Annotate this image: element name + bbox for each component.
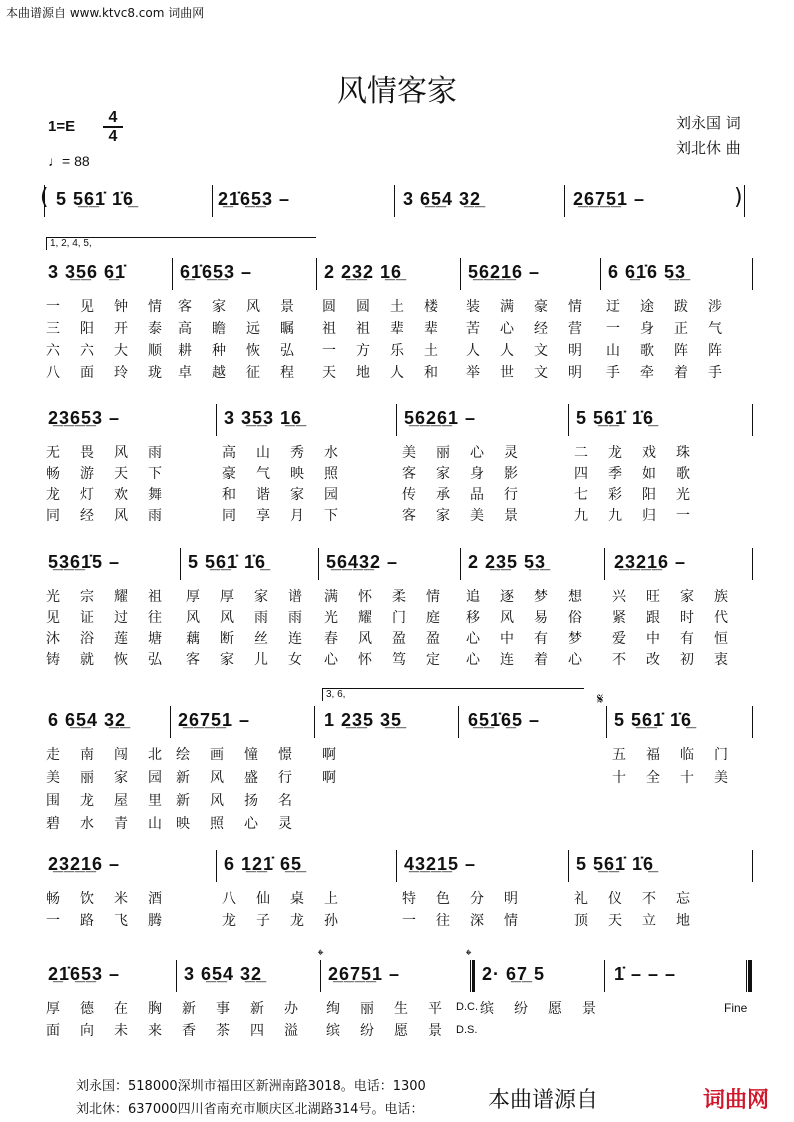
- lyric-line: 新风盛行: [176, 770, 312, 786]
- lyric-line: 客家美景: [402, 508, 538, 524]
- barline: [568, 850, 569, 882]
- lyric-line: 绘画憧憬: [176, 747, 312, 763]
- volta-1-label: 1, 2, 4, 5,: [46, 237, 316, 250]
- measure-notes: 5̲6̲2̲1̲6 –: [468, 262, 541, 282]
- lyric-line: 天地人和: [322, 365, 458, 381]
- lyric-line: 春风盈盈: [324, 631, 460, 647]
- barline: [752, 850, 753, 882]
- lyric-line: 啊: [322, 770, 336, 786]
- lyric-line: 铸就恢弘: [46, 652, 182, 668]
- lyric-line: 紧跟时代: [612, 610, 748, 626]
- dc-marking: D.C.: [456, 1001, 478, 1013]
- barline: [316, 258, 317, 290]
- measure-notes: 3 6̲5̲4 3̲2̲: [184, 964, 263, 984]
- measure-notes: 2̲1̇6̲5̲3 –: [218, 189, 291, 209]
- song-title: 风情客家: [337, 74, 457, 109]
- lyric-line: 祖祖辈辈: [322, 321, 458, 337]
- footer-lyricist-address: 刘永国：518000深圳市福田区新洲南路3018。电话：1300: [76, 1079, 426, 1094]
- lyric-line: 沐浴莲塘: [46, 631, 182, 647]
- measure-notes: 5 5̲6̲1̇ 1̇6̲: [576, 408, 655, 428]
- barline: [752, 706, 753, 738]
- notation-line: [44, 258, 754, 294]
- volta-2-label: 3, 6,: [322, 688, 584, 701]
- lyric-line: 移风易俗: [466, 610, 602, 626]
- lyric-line: 客家身影: [402, 466, 538, 482]
- barline: [752, 258, 753, 290]
- measure-notes: 1 2̲3̲5 3̲5̲: [324, 710, 403, 730]
- measure-notes: 2 2̲3̲5 5̲3̲: [468, 552, 547, 572]
- lyric-line: 装满豪情: [466, 299, 602, 315]
- measure-notes: 6 6̲1̇6 5̲3̲: [608, 262, 687, 282]
- lyric-line: 高山秀水: [222, 445, 358, 461]
- barline: [564, 185, 565, 217]
- lyric-line: 一路飞腾: [46, 913, 182, 929]
- coda-icon-2: 𝄌: [466, 946, 472, 964]
- lyric-line: 面向未来: [46, 1023, 182, 1039]
- lyric-line: 啊: [322, 747, 336, 763]
- meter-top: 4: [108, 109, 118, 126]
- barline: [460, 548, 461, 580]
- notation-line: [44, 404, 754, 440]
- lyric-line: 新事新办: [182, 1001, 318, 1017]
- lyric-line: 四季如歌: [574, 466, 710, 482]
- lyric-line: 追逐梦想: [466, 589, 602, 605]
- lyric-line: 心怀笃定: [324, 652, 460, 668]
- lyric-line: 新风扬名: [176, 793, 312, 809]
- tempo-marking: [48, 153, 90, 169]
- barline: [394, 185, 395, 217]
- lyric-line: 碧水青山: [46, 816, 182, 832]
- lyric-line: 光耀门庭: [324, 610, 460, 626]
- lyric-line: 厚德在胸: [46, 1001, 182, 1017]
- lyric-line: 不改初衷: [612, 652, 748, 668]
- barline: [458, 706, 459, 738]
- segno-icon: 𝄋: [597, 690, 604, 708]
- lyric-line: 耕种恢弘: [178, 343, 314, 359]
- lyric-line: 圆圆土楼: [322, 299, 458, 315]
- lyric-line: 龙子龙孙: [222, 913, 358, 929]
- barline: [320, 960, 321, 992]
- final-barline: [748, 960, 752, 992]
- lyric-line: 八仙桌上: [222, 891, 358, 907]
- lyric-line: 畅饮米酒: [46, 891, 182, 907]
- lyric-line: 十全十美: [612, 770, 748, 786]
- lyric-line: 九九归一: [574, 508, 710, 524]
- barline: [216, 404, 217, 436]
- measure-notes: 6 1̲2̲1̇ 6̲5̲: [224, 854, 303, 874]
- lyric-line: 光宗耀祖: [46, 589, 182, 605]
- lyric-line: 满怀柔情: [324, 589, 460, 605]
- notation-line: [44, 548, 754, 584]
- lyric-line: 同经风雨: [46, 508, 182, 524]
- barline: [172, 258, 173, 290]
- lyric-line: 高瞻远瞩: [178, 321, 314, 337]
- lyric-line: 顶天立地: [574, 913, 710, 929]
- time-signature: [103, 110, 123, 144]
- measure-notes: 5 5̲6̲1̇ 1̇6̲: [576, 854, 655, 874]
- barline: [314, 706, 315, 738]
- lyric-line: 爱中有恒: [612, 631, 748, 647]
- lyric-line: 手牵着手: [606, 365, 742, 381]
- composer-credit: 刘北休 曲: [676, 139, 741, 157]
- lyric-line: 心连着心: [466, 652, 602, 668]
- lyricist-credit: 刘永国 词: [676, 114, 741, 132]
- lyric-line: 兴旺家族: [612, 589, 748, 605]
- measure-notes: 5 5̲6̲1̇ 1̇6̲: [56, 189, 135, 209]
- lyric-line: 客家风景: [178, 299, 314, 315]
- lyric-line: 传承品行: [402, 487, 538, 503]
- lyric-line: 香茶四溢: [182, 1023, 318, 1039]
- repeat-close-paren: ): [734, 185, 743, 210]
- barline: [606, 706, 607, 738]
- lyric-line: 七彩阳光: [574, 487, 710, 503]
- measure-notes: 1̇ – – –: [614, 964, 677, 984]
- notation-line: [44, 706, 754, 742]
- lyric-line: 围龙屋里: [46, 793, 182, 809]
- barline: [604, 548, 605, 580]
- barline: [216, 850, 217, 882]
- barline: [744, 185, 745, 217]
- measure-notes: 4̲3̲2̲1̲5 –: [404, 854, 477, 874]
- lyric-line: 藕断丝连: [186, 631, 322, 647]
- barline: [212, 185, 213, 217]
- quarter-note-icon: ♩: [48, 153, 62, 169]
- barline: [752, 548, 753, 580]
- lyric-line: 卓越征程: [178, 365, 314, 381]
- barline: [568, 404, 569, 436]
- measure-notes: 6̲1̇6̲5̲3 –: [180, 262, 253, 282]
- lyric-line: 龙灯欢舞: [46, 487, 182, 503]
- measure-notes: 5̲6̲4̲3̲2 –: [326, 552, 399, 572]
- measure-notes: 3 3̲5̲3 1̲6̲: [224, 408, 303, 428]
- fine-marking: Fine: [724, 1001, 748, 1015]
- lyric-line: 特色分明: [402, 891, 538, 907]
- lyric-line: 缤纷愿景: [326, 1023, 462, 1039]
- meter-bottom: 4: [108, 128, 118, 145]
- barline: [470, 960, 471, 992]
- measure-notes: 5 5̲6̲1̇ 1̇6̲: [188, 552, 267, 572]
- lyric-line: 同享月下: [222, 508, 358, 524]
- barline: [752, 404, 753, 436]
- measure-notes: 2̲6̲7̲5̲1 –: [328, 964, 401, 984]
- lyric-line: 豪气映照: [222, 466, 358, 482]
- footer-composer-address: 刘北休：637000四川省南充市顺庆区北湖路314号。电话：: [76, 1102, 424, 1117]
- lyric-line: 客家儿女: [186, 652, 322, 668]
- lyric-line: 风风雨雨: [186, 610, 322, 626]
- measure-notes: 2̲3̲2̲1̲6 –: [48, 854, 121, 874]
- measure-notes: 2̲3̲2̲1̲6 –: [614, 552, 687, 572]
- lyric-line: 美丽心灵: [402, 445, 538, 461]
- lyric-line: 人人文明: [466, 343, 602, 359]
- barline: [600, 258, 601, 290]
- lyric-line: 美丽家园: [46, 770, 182, 786]
- measure-notes: 5̲6̲2̲6̲1 –: [404, 408, 477, 428]
- notation-line: [44, 850, 754, 886]
- ds-marking: D.S.: [456, 1024, 478, 1036]
- lyric-line: 和谐家园: [222, 487, 358, 503]
- lyric-line: 苦心经营: [466, 321, 602, 337]
- lyric-line: 缤纷愿景: [480, 1001, 616, 1017]
- barline: [746, 960, 747, 992]
- key-signature: 1=E: [48, 118, 76, 135]
- measure-notes: 2̲6̲7̲5̲1 –: [178, 710, 251, 730]
- lyric-line: 厚厚家谱: [186, 589, 322, 605]
- lyric-line: 礼仪不忘: [574, 891, 710, 907]
- lyric-line: 三阳开泰: [46, 321, 182, 337]
- measure-notes: 2̲3̲6̲5̲3 –: [48, 408, 121, 428]
- lyric-line: 山歌阵阵: [606, 343, 742, 359]
- lyric-line: 迂途跋涉: [606, 299, 742, 315]
- lyric-line: 走南闯北: [46, 747, 182, 763]
- barline: [396, 850, 397, 882]
- barline: [604, 960, 605, 992]
- measure-notes: 5̲3̲6̲1̇5 –: [48, 552, 121, 572]
- coda-icon-1: 𝄌: [318, 946, 324, 964]
- lyric-line: 畅游天下: [46, 466, 182, 482]
- lyric-line: 举世文明: [466, 365, 602, 381]
- repeat-open-paren: (: [40, 185, 49, 210]
- measure-notes: 6̲5̲1̇6̲5 –: [468, 710, 541, 730]
- measure-notes: 5 5̲6̲1̇ 1̇6̲: [614, 710, 693, 730]
- measure-notes: 6 6̲5̲4 3̲2̲: [48, 710, 127, 730]
- notation-line: [40, 185, 754, 221]
- measure-notes: 3 6̲5̲4 3̲2̲: [403, 189, 482, 209]
- barline: [170, 706, 171, 738]
- lyric-line: 一见钟情: [46, 299, 182, 315]
- site-header: 本曲谱源自 www.ktvc8.com 词曲网: [6, 6, 205, 20]
- lyric-line: 五福临门: [612, 747, 748, 763]
- lyric-line: 一方乐土: [322, 343, 458, 359]
- measure-notes: 3 3̲5̲6 6̲1̇: [48, 262, 127, 282]
- lyric-line: 六六大顺: [46, 343, 182, 359]
- barline: [180, 548, 181, 580]
- barline: [460, 258, 461, 290]
- lyric-line: 八面玲珑: [46, 365, 182, 381]
- lyric-line: 心中有梦: [466, 631, 602, 647]
- lyric-line: 二龙戏珠: [574, 445, 710, 461]
- tempo-value: = 88: [62, 153, 90, 169]
- lyric-line: 映照心灵: [176, 816, 312, 832]
- barline: [318, 548, 319, 580]
- lyric-line: 见证过往: [46, 610, 182, 626]
- notation-line: [44, 960, 754, 996]
- watermark-source: 本曲谱源自: [484, 1083, 602, 1114]
- watermark-site: 词曲网: [703, 1088, 770, 1113]
- measure-notes: 2̲6̲7̲5̲1 –: [573, 189, 646, 209]
- barline: [176, 960, 177, 992]
- barline: [396, 404, 397, 436]
- measure-notes: 2 2̲3̲2 1̲6̲: [324, 262, 403, 282]
- measure-notes: 2· 6̲7̲ 5: [482, 964, 546, 984]
- measure-notes: 2̲1̇6̲5̲3 –: [48, 964, 121, 984]
- double-barline: [472, 960, 475, 992]
- lyric-line: 无畏风雨: [46, 445, 182, 461]
- lyric-line: 一往深情: [402, 913, 538, 929]
- lyric-line: 一身正气: [606, 321, 742, 337]
- lyric-line: 绚丽生平: [326, 1001, 462, 1017]
